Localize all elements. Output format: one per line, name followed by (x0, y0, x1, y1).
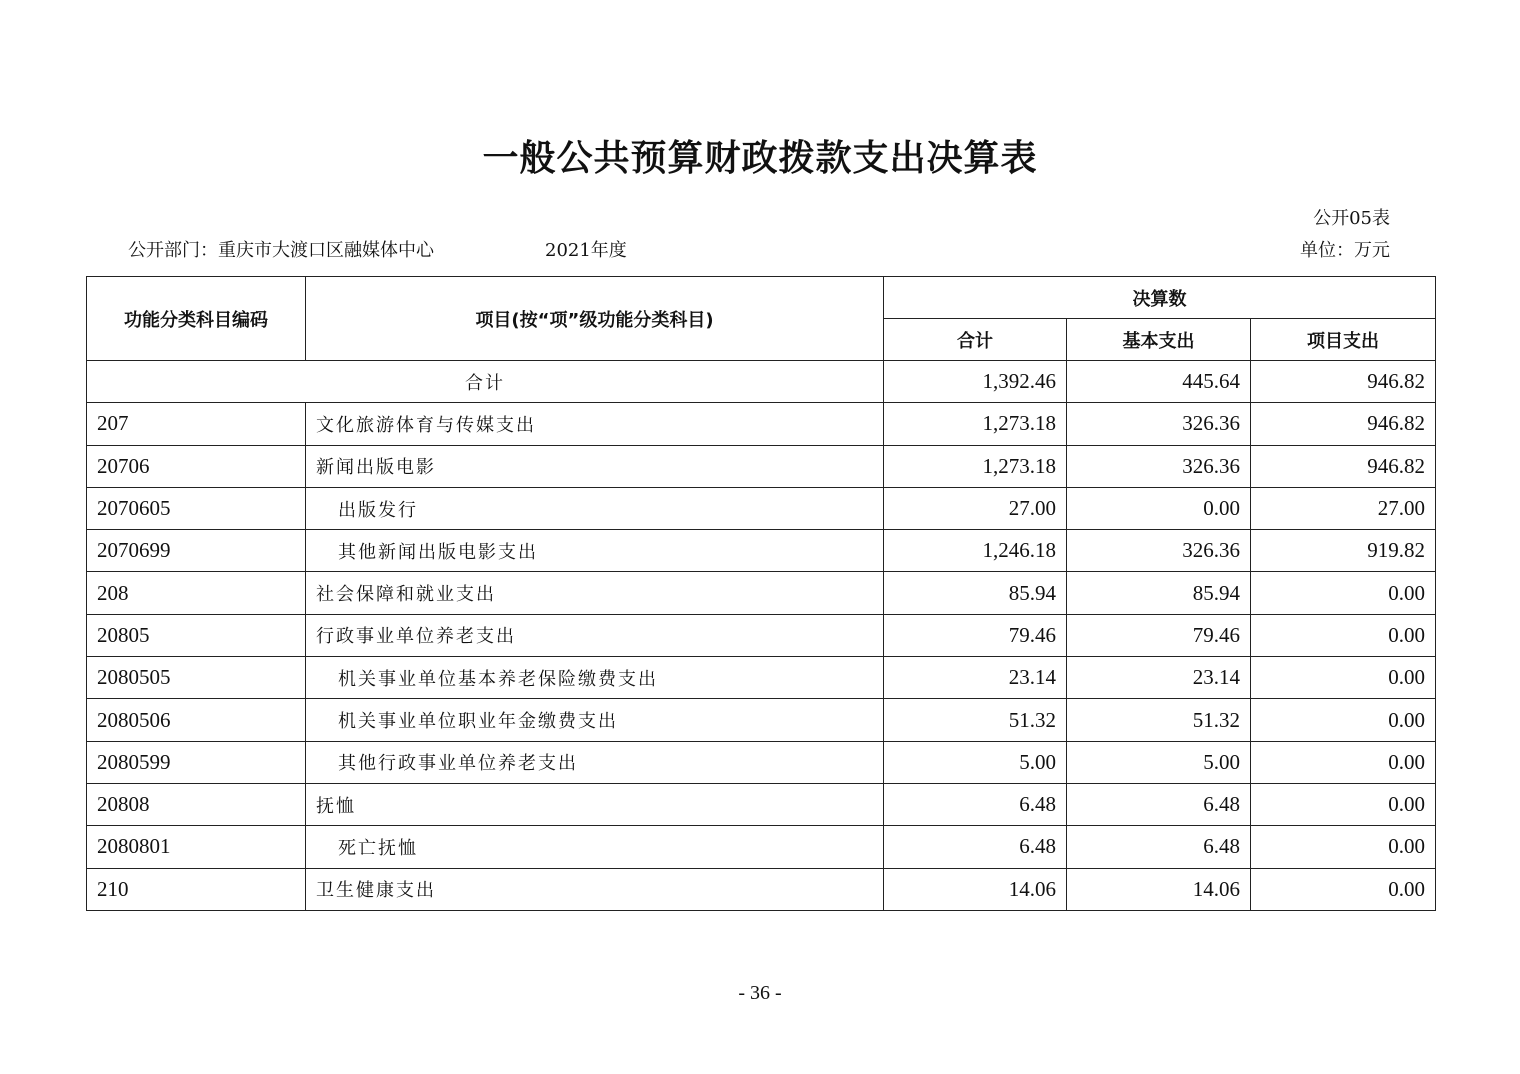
row-name: 出版发行 (306, 487, 884, 529)
row-basic: 6.48 (1067, 826, 1251, 868)
row-project: 0.00 (1251, 868, 1436, 910)
row-name: 卫生健康支出 (306, 868, 884, 910)
row-code: 2080506 (87, 699, 306, 741)
row-basic: 326.36 (1067, 403, 1251, 445)
row-project: 0.00 (1251, 572, 1436, 614)
row-basic: 23.14 (1067, 657, 1251, 699)
row-basic: 326.36 (1067, 445, 1251, 487)
row-code: 20805 (87, 614, 306, 656)
row-project: 0.00 (1251, 614, 1436, 656)
table-row (87, 487, 1436, 529)
row-project: 0.00 (1251, 826, 1436, 868)
header-group: 决算数 (884, 277, 1436, 319)
table-number: 公开05表 (1313, 208, 1390, 229)
row-basic: 85.94 (1067, 572, 1251, 614)
table-row (87, 657, 1436, 699)
header-total: 合计 (884, 319, 1067, 361)
page-number: - 36 - (738, 982, 782, 1004)
total-row (87, 361, 1436, 403)
row-project: 0.00 (1251, 699, 1436, 741)
row-code: 2080599 (87, 741, 306, 783)
row-basic: 326.36 (1067, 530, 1251, 572)
row-project: 0.00 (1251, 657, 1436, 699)
row-total: 6.48 (884, 783, 1067, 825)
row-code: 20808 (87, 783, 306, 825)
row-code: 2080505 (87, 657, 306, 699)
row-total: 5.00 (884, 741, 1067, 783)
unit-label: 单位：万元 (1300, 240, 1390, 261)
row-project: 946.82 (1251, 445, 1436, 487)
department: 公开部门：重庆市大渡口区融媒体中心 (128, 240, 434, 261)
row-project: 946.82 (1251, 403, 1436, 445)
page-title: 一般公共预算财政拨款支出决算表 (482, 138, 1038, 179)
header-project: 项目支出 (1251, 319, 1436, 361)
row-name: 社会保障和就业支出 (306, 572, 884, 614)
header-code: 功能分类科目编码 (87, 277, 306, 361)
header-item: 项目(按“项”级功能分类科目) (306, 277, 884, 361)
row-code: 2070605 (87, 487, 306, 529)
row-project: 919.82 (1251, 530, 1436, 572)
table-row (87, 741, 1436, 783)
row-total: 1,273.18 (884, 445, 1067, 487)
row-name: 文化旅游体育与传媒支出 (306, 403, 884, 445)
row-name: 抚恤 (306, 783, 884, 825)
row-name: 其他新闻出版电影支出 (306, 530, 884, 572)
row-code: 210 (87, 868, 306, 910)
table-row (87, 699, 1436, 741)
row-total: 23.14 (884, 657, 1067, 699)
total-label: 合计 (87, 361, 884, 403)
row-code: 2080801 (87, 826, 306, 868)
row-basic: 79.46 (1067, 614, 1251, 656)
row-basic: 6.48 (1067, 783, 1251, 825)
row-project: 0.00 (1251, 783, 1436, 825)
row-name: 行政事业单位养老支出 (306, 614, 884, 656)
row-total: 51.32 (884, 699, 1067, 741)
table-row (87, 868, 1436, 910)
row-basic: 0.00 (1067, 487, 1251, 529)
expenditure-table (86, 276, 1436, 911)
row-total: 1,273.18 (884, 403, 1067, 445)
table-row (87, 403, 1436, 445)
row-name: 机关事业单位基本养老保险缴费支出 (306, 657, 884, 699)
row-total: 85.94 (884, 572, 1067, 614)
row-total: 79.46 (884, 614, 1067, 656)
table-row (87, 572, 1436, 614)
row-total: 1,246.18 (884, 530, 1067, 572)
total-basic: 445.64 (1067, 361, 1251, 403)
row-code: 2070699 (87, 530, 306, 572)
row-basic: 14.06 (1067, 868, 1251, 910)
table-row (87, 530, 1436, 572)
row-total: 6.48 (884, 826, 1067, 868)
row-name: 死亡抚恤 (306, 826, 884, 868)
table-row (87, 783, 1436, 825)
total-project: 946.82 (1251, 361, 1436, 403)
row-basic: 5.00 (1067, 741, 1251, 783)
row-project: 0.00 (1251, 741, 1436, 783)
row-code: 20706 (87, 445, 306, 487)
table-row (87, 826, 1436, 868)
row-name: 机关事业单位职业年金缴费支出 (306, 699, 884, 741)
row-name: 新闻出版电影 (306, 445, 884, 487)
header-basic: 基本支出 (1067, 319, 1251, 361)
row-basic: 51.32 (1067, 699, 1251, 741)
row-code: 208 (87, 572, 306, 614)
row-name: 其他行政事业单位养老支出 (306, 741, 884, 783)
row-total: 27.00 (884, 487, 1067, 529)
table-row (87, 614, 1436, 656)
row-project: 27.00 (1251, 487, 1436, 529)
total-total: 1,392.46 (884, 361, 1067, 403)
fiscal-year: 2021年度 (545, 240, 627, 261)
table-row (87, 445, 1436, 487)
row-code: 207 (87, 403, 306, 445)
row-total: 14.06 (884, 868, 1067, 910)
